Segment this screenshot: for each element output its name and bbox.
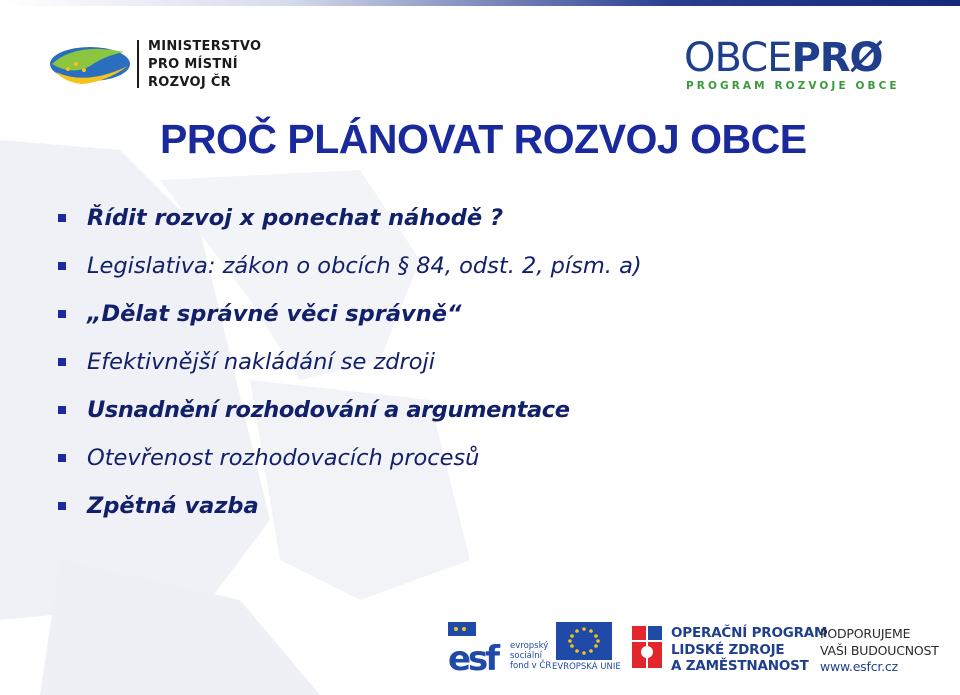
list-item — [58, 338, 642, 386]
bullet-text: „Dělat správné věci správně“ — [87, 301, 462, 327]
list-item — [58, 290, 642, 338]
esf-caption — [510, 641, 551, 671]
program-word-bold: PRØ — [791, 35, 883, 81]
slide-title: PROČ PLÁNOVAT ROZVOJ OBCE — [160, 116, 807, 162]
esf-caption-line-2: sociální — [510, 651, 542, 661]
bullet-text: Řídit rozvoj x ponechat náhodě ? — [87, 205, 504, 231]
ministry-line-2: PRO MÍSTNÍ — [148, 57, 238, 72]
oplzz-line-1: OPERAČNÍ PROGRAM — [671, 625, 828, 641]
list-item — [58, 194, 642, 242]
support-caption — [820, 626, 939, 676]
bullet-square-icon — [58, 214, 66, 222]
bullet-square-icon — [58, 406, 66, 414]
bullet-text: Legislativa: zákon o obcích § 84, odst. 2, písm. a) — [87, 253, 642, 279]
mmr-logo-divider — [137, 40, 139, 88]
bullet-text: Zpětná vazba — [87, 493, 259, 519]
oplzz-line-2: LIDSKÉ ZDROJE — [671, 641, 785, 658]
support-url-link[interactable]: www.esfcr.cz — [820, 659, 898, 674]
bullet-square-icon — [58, 454, 66, 462]
bullet-square-icon — [58, 310, 66, 318]
mmr-logo-icon — [46, 36, 136, 92]
esf-logo-icon — [448, 622, 508, 674]
bullet-text: Efektivnější nakládání se zdroji — [87, 349, 436, 375]
bullet-square-icon — [58, 502, 66, 510]
oplzz-caption — [671, 625, 827, 675]
obcepro-logo-icon — [684, 34, 883, 82]
esf-caption-line-3: fond v ČR — [510, 661, 552, 671]
bullet-list — [58, 194, 642, 530]
program-tagline: PROGRAM ROZVOJE OBCE — [686, 80, 900, 92]
bullet-text: Usnadnění rozhodování a argumentace — [87, 397, 570, 423]
ministry-name — [148, 38, 261, 92]
bullet-square-icon — [58, 358, 66, 366]
oplzz-line-3: A ZAMĚSTNANOST — [671, 658, 809, 674]
ministry-line-1: MINISTERSTVO — [148, 39, 262, 54]
program-word-light: OBCE — [684, 35, 792, 81]
ministry-line-3: ROZVOJ ČR — [148, 75, 231, 90]
eu-flag-icon — [556, 622, 612, 660]
bullet-text: Otevřenost rozhodovacích procesů — [87, 445, 480, 471]
list-item — [58, 242, 642, 290]
bullet-square-icon — [58, 262, 66, 270]
eu-caption: EVROPSKÁ UNIE — [552, 662, 621, 672]
support-line-2: VAŠI BUDOUCNOST — [820, 642, 939, 658]
svg-text:esf: esf — [448, 639, 498, 674]
list-item — [58, 386, 642, 434]
oplzz-logo-icon — [630, 622, 666, 672]
list-item — [58, 434, 642, 482]
list-item — [58, 482, 642, 530]
esf-caption-line-1: evropský — [510, 641, 549, 651]
support-line-1: PODPORUJEME — [820, 626, 911, 641]
